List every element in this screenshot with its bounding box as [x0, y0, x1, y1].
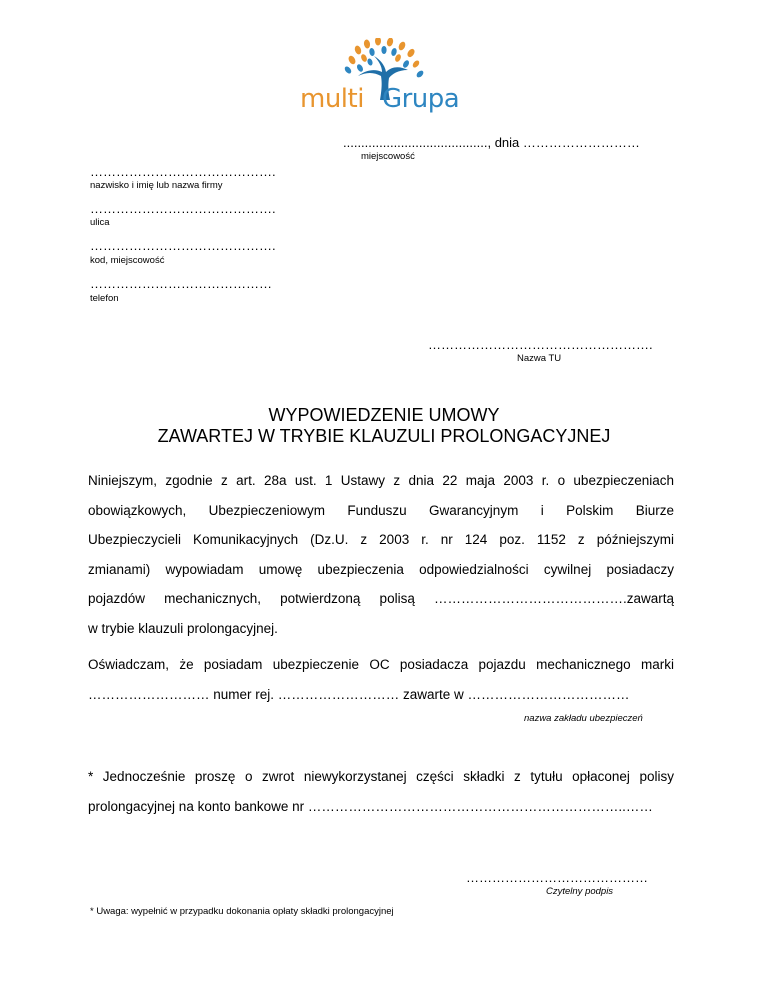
sender-city-label: kod, miejscowość: [90, 255, 165, 266]
paragraph-line: zmianami) wypowiadam umowę ubezpieczenia odpowiedzialności cywilnej posiadaczy: [88, 561, 674, 577]
paragraph-declaration: [88, 650, 674, 709]
recipient-dots: …………………………………………….: [428, 337, 653, 352]
paragraph-termination: [88, 466, 674, 643]
sender-phone-label: telefon: [90, 293, 119, 304]
paragraph-line: Oświadczam, że posiadam ubezpieczenie OC posiadacza pojazdu mechanicznego marki: [88, 657, 674, 672]
signature-dots: ……………………………………: [466, 870, 648, 885]
sender-name-dots: …………………………………….: [90, 164, 276, 179]
document-title-line2: ZAWARTEJ W TRYBIE KLAUZULI PROLONGACYJNEJ: [157, 426, 611, 446]
sender-street-dots: …………………………………….: [90, 201, 276, 216]
place-label: miejscowość: [361, 151, 415, 162]
paragraph-line: pojazdów mechanicznych, potwierdzoną polisą …………………………………….zawartą: [88, 591, 674, 606]
sender-phone-dots: ……………………………………: [90, 276, 272, 291]
insurer-name-label: nazwa zakładu ubezpieczeń: [524, 713, 643, 724]
document-title-line1: WYPOWIEDZENIE UMOWY: [268, 405, 500, 425]
paragraph-line: Ubezpieczycieli Komunikacyjnych (Dz.U. z 2003 r. nr 124 poz. 1152 z późniejszymi: [88, 532, 674, 547]
signature-label: Czytelny podpis: [546, 886, 614, 897]
sender-city-dots: …………………………………….: [90, 238, 276, 253]
sender-name-label: nazwisko i imię lub nazwa firmy: [90, 180, 223, 191]
paragraph-line: w trybie klauzuli prolongacyjnej.: [88, 620, 278, 636]
paragraph-line: * Jednocześnie proszę o zwrot niewykorzystanej części składki z tytułu opłaconej polisy: [88, 769, 674, 784]
logo-grupa-text: Grupa: [381, 84, 460, 114]
company-logo: [300, 38, 470, 114]
paragraph-line: obowiązkowych, Ubezpieczeniowym Funduszu Gwarancyjnym i Polskim Biurze: [88, 502, 674, 518]
paragraph-line: ……………………… numer rej. ……………………… zawarte w ………………………………: [88, 686, 630, 702]
place-date-line: ........................................, dnia ………………………: [343, 135, 640, 150]
paragraph-refund: [88, 762, 674, 821]
paragraph-line: Niniejszym, zgodnie z art. 28a ust. 1 Ustawy z dnia 22 maja 2003 r. o ubezpieczeniach: [88, 473, 674, 488]
logo-wordmark: [300, 84, 459, 114]
logo-multi-text: multi: [300, 84, 364, 114]
sender-street-label: ulica: [90, 217, 110, 228]
recipient-label: Nazwa TU: [517, 353, 562, 364]
paragraph-line: prolongacyjnej na konto bankowe nr ……………………………………………………………..……: [88, 798, 653, 814]
footnote: * Uwaga: wypełnić w przypadku dokonania opłaty składki prolongacyjnej: [90, 906, 394, 917]
